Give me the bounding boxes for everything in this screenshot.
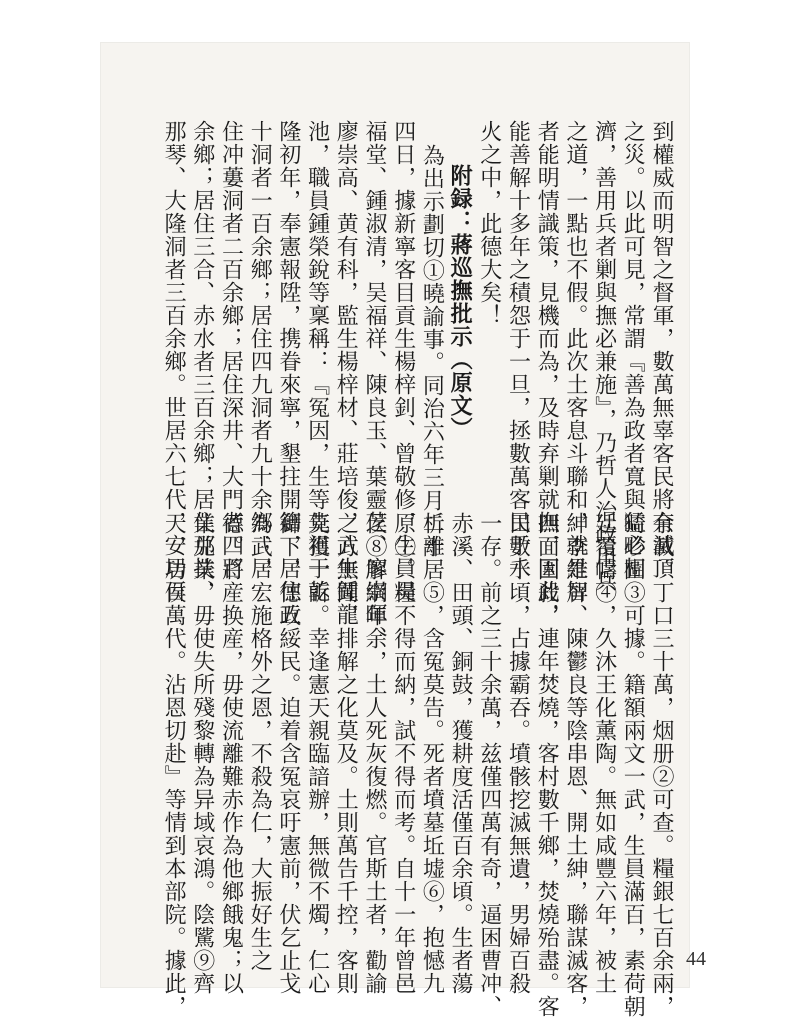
text-column: 之災。以此可見，常謂『善為政者寬與猛必相 <box>620 120 646 580</box>
text-column: 附録：蔣巡撫批示（原文） <box>447 164 474 440</box>
text-column: 御下，德政綏民。迫着含冤哀吁憲前，伏乞止戈 <box>275 512 301 995</box>
text-column: 池，職員鍾榮銳等稟稱：『冤因，生等先祖于乾 <box>304 120 330 603</box>
text-column: 廖崇高、黄有科，監生楊梓材、莊培俊，武生鍾龍 <box>333 120 359 626</box>
text-column: 四面圍殺，連年焚燒，客村數千鄉，焚燒殆盡。客 <box>534 512 560 1018</box>
text-column: 田數千頃，占據霸吞。墳骸挖滅無遺，男婦百殺 <box>505 512 531 995</box>
text-column: 能善解十多年之積怨于一旦，拯數萬客民于水 <box>505 120 531 580</box>
text-column: 到權威而明智之督軍，數萬無辜客民將有滅頂 <box>649 120 674 580</box>
text-column: 余鄉；居住三合、赤水者三百余鄉；居住那扶、 <box>189 120 215 603</box>
text-column: 侯⑧解綱年余，土人死灰復燃。官斯土者，勸諭 <box>362 512 387 995</box>
text-column: 那琴、大隆洞者三百余鄉。世居六七代，安居百 <box>161 120 187 603</box>
text-column: 為武，宏施格外之恩，不殺為仁，大振好生之 <box>247 512 273 972</box>
text-column: 十洞者一百余鄉；居住四九洞者九十余鄉；居 <box>247 120 273 580</box>
text-column: 濟，善用兵者剿與撫必兼施』，乃哲人治政用兵 <box>591 120 617 592</box>
text-column: 莫獲一訴。幸逢憲天親臨諳辦，無微不燭，仁心 <box>304 512 330 995</box>
text-column: 者能明情識策，見機而為，及時弃剿就撫，因此， <box>534 120 560 626</box>
text-column: 析離居⑤，含冤莫告。死者墳墓坵墟⑥，抱憾九 <box>419 512 445 995</box>
text-column: 之方無聞，排解之化莫及。土則萬告千控，客則 <box>333 512 359 995</box>
text-column: 為出示劃切①曉諭事。同治六年三月二十 <box>419 144 445 558</box>
text-column: 紳李維屏、陳鬱良等陰串恩、開土紳，聯謀滅客， <box>562 512 588 1018</box>
text-column: 四日，據新寧客目貢生楊梓釗、曾敬修，生員吴 <box>390 120 416 603</box>
page-number: 44 <box>686 948 706 970</box>
document-page <box>100 42 706 1018</box>
text-column: 廷覆幬④，久沐王化薰陶。無如咸豐六年，被土 <box>591 512 617 995</box>
text-column: 業兑業，毋使失所殘黎轉為异域哀鴻。陰騭⑨齊 <box>189 512 215 995</box>
text-column: 德。將産换産，毋使流離難赤作為他鄉餓鬼；以 <box>218 512 244 995</box>
text-column: 一存。前之三十余萬，兹僅四萬有奇，逼困曹冲、 <box>476 512 502 1018</box>
text-column: 之道，一點也不假。此次土客息斗聯和，就是智 <box>562 120 588 603</box>
text-column: 天，功侯萬代。沾恩切赴』等情到本部院。據此， <box>161 512 187 1018</box>
text-column: 隆初年，奉憲報陞，携眷來寧，墾拄開籍，居住五 <box>275 120 301 626</box>
text-column: 福堂、鍾淑清，吴福祥、陳良玉、葉靈芝、廖崇暉、 <box>362 120 387 649</box>
text-column: 畸畛圖③可據。籍額兩文一武，生員滿百，素荷朝 <box>620 512 646 1018</box>
text-column: 原⑦。糧不得而納，試不得而考。自十一年曾邑 <box>390 512 416 995</box>
text-column: 住冲蔞洞者二百余鄉；居住深井、大門者四百 <box>218 120 244 580</box>
text-column: 火之中，此德大矣！ <box>476 120 502 327</box>
text-column: 赤溪、田頭、銅鼓，獲耕度活僅百余頃。生者蕩 <box>448 512 474 995</box>
text-column: 余載。丁口三十萬，烟册②可查。糧銀七百余兩， <box>649 512 674 1018</box>
